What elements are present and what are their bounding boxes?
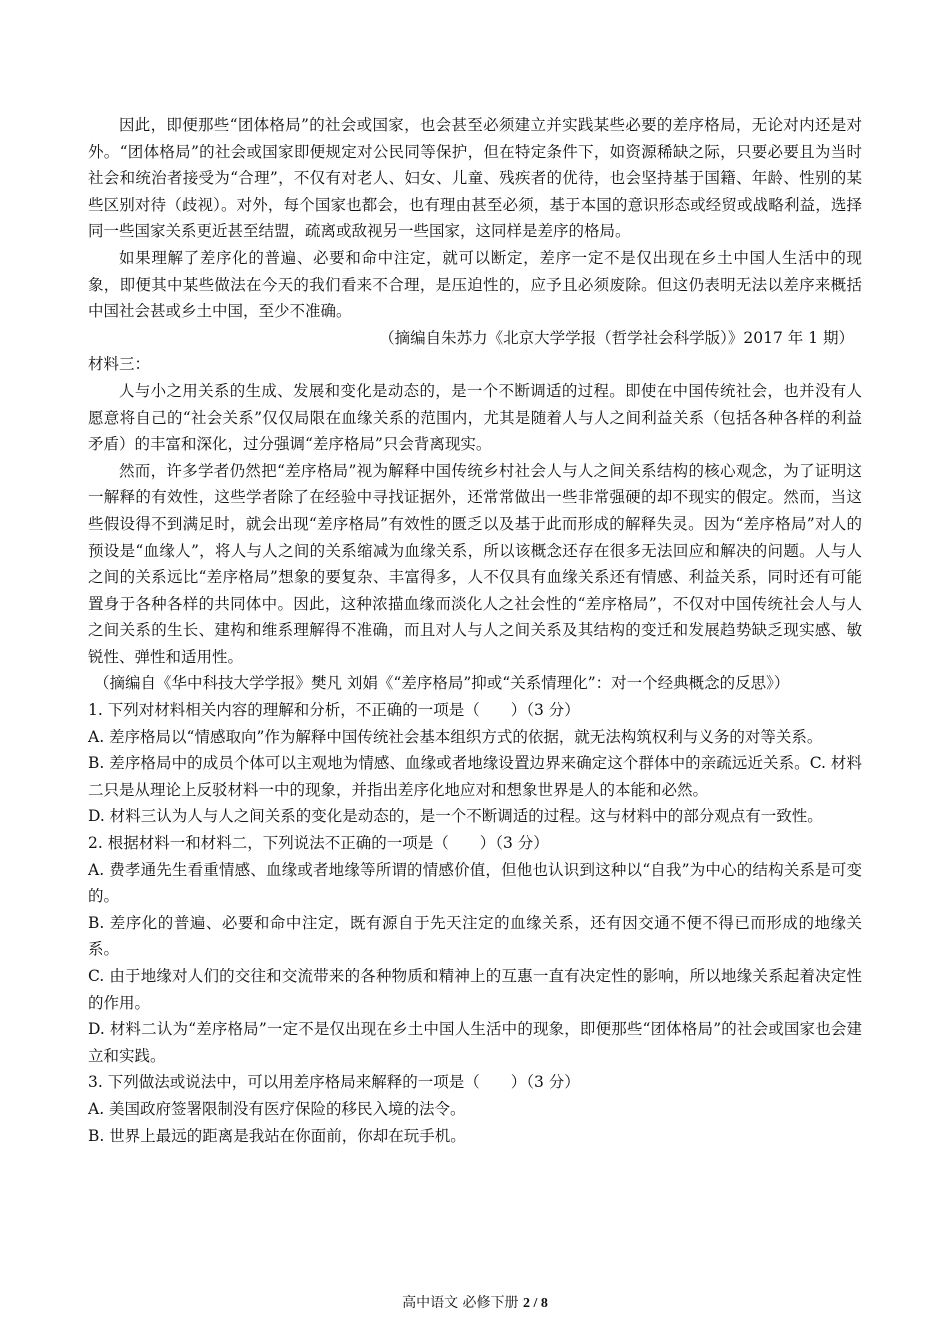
option-2c: C. 由于地缘对人们的交往和交流带来的各种物质和精神上的互惠一直有决定性的影响，所以地缘关系起着决定性的作用。 [88,967,862,1012]
option-2d: D. 材料二认为“差序格局”一定不是仅出现在乡土中国人生活中的现象，即便那些“团体格局”的社会或国家也会建立和实践。 [88,1020,862,1065]
question-2: 2. 根据材料一和材料二，下列说法不正确的一项是（ ）（3 分） [88,834,549,853]
page-content [88,112,862,1149]
question-3: 3. 下列做法或说法中，可以用差序格局来解释的一项是（ ）（3 分） [88,1073,580,1092]
option-1a: A. 差序格局以“情感取向”作为解释中国传统社会基本组织方式的依据，就无法构筑权利与义务的对等关系。 [88,727,823,746]
section-heading: 材料三： [88,355,151,374]
paragraph: 如果理解了差序化的普遍、必要和命中注定，就可以断定，差序一定不是仅出现在乡土中国人生活中的现象，即便其中某些做法在今天的我们看来不合理，是压迫性的，应予且必须废除。但这仍表明无法以差序来概括中国社会甚或乡土中国，至少不准确。 [88,248,862,321]
source-citation: （摘编自《华中科技大学学报》樊凡 刘娟《“差序格局”抑或“关系情理化”：对一个经典概念的反思》） [94,674,790,693]
option-3a: A. 美国政府签署限制没有医疗保险的移民入境的法令。 [88,1099,466,1118]
footer-label: 高中语文 必修下册 [402,1295,519,1311]
page-footer [0,1292,950,1312]
option-3b: B. 世界上最远的距离是我站在你面前，你却在玩手机。 [88,1126,466,1145]
paragraph: 因此，即便那些“团体格局”的社会或国家，也会甚至必须建立并实践某些必要的差序格局，无论对内还是对外。“团体格局”的社会或国家即便规定对公民同等保护，但在特定条件下，如资源稀缺之际，只要必要且为当时社会和统治者接受为“合理”，不仅有对老人、妇女、儿童、残疾者的优待，也会坚持基于国籍、年龄、性别的某些区别对待（歧视）。对外，每个国家也都会，也有理由甚至必须，基于本国的意识形态或经贸或战略利益，选择同一些国家关系更近甚至结盟，疏离或敌视另一些国家，这同样是差序的格局。 [88,116,862,241]
option-1d: D. 材料三认为人与人之间关系的变化是动态的，是一个不断调适的过程。这与材料中的部分观点有一致性。 [88,807,823,826]
page-number: 2 / 8 [523,1296,548,1311]
source-citation: （摘编自朱苏力《北京大学学报（哲学社会科学版）》2017 年 1 期） [379,328,854,347]
option-2b: B. 差序化的普遍、必要和命中注定，既有源自于先天注定的血缘关系，还有因交通不便不得已而形成的地缘关系。 [88,913,862,959]
question-1: 1. 下列对材料相关内容的理解和分析，不正确的一项是（ ）（3 分） [88,701,580,720]
paragraph: 然而，许多学者仍然把“差序格局”视为解释中国传统乡村社会人与人之间关系结构的核心观念，为了证明这一解释的有效性，这些学者除了在经验中寻找证据外，还常常做出一些非常强硬的却不现实的假定。然而，当这些假设得不到满足时，就会出现“差序格局”有效性的匮乏以及基于此而形成的解释失灵。因为“差序格局”对人的预设是“血缘人”，将人与人之间的关系缩减为血缘关系，所以该概念还存在很多无法回应和解决的问题。人与人之间的关系远比“差序格局”想象的要复杂、丰富得多，人不仅具有血缘关系还有情感、利益关系，同时还有可能置身于各种各样的共同体中。因此，这种浓描血缘而淡化人之社会性的“差序格局”，不仅对中国传统社会人与人之间关系的生长、建构和维系理解得不准确，而且对人与人之间关系及其结构的变迁和发展趋势缺乏现实感、敏锐性、弹性和适用性。 [88,461,862,666]
option-2a: A. 费孝通先生看重情感、血缘或者地缘等所谓的情感价值，但他也认识到这种以“自我”为中心的结构关系是可变的。 [88,860,862,906]
option-1bc: B. 差序格局中的成员个体可以主观地为情感、血缘或者地缘设置边界来确定这个群体中的亲疏远近关系。C. 材料二只是从理论上反驳材料一中的现象，并指出差序化地应对和想象世界是人的本能和必然。 [88,754,862,799]
paragraph: 人与小之用关系的生成、发展和变化是动态的，是一个不断调适的过程。即使在中国传统社会，也并没有人愿意将自己的“社会关系”仅仅局限在血缘关系的范围内，尤其是随着人与人之间利益关系（包括各种各样的利益矛盾）的丰富和深化，过分强调“差序格局”只会背离现实。 [88,381,862,454]
